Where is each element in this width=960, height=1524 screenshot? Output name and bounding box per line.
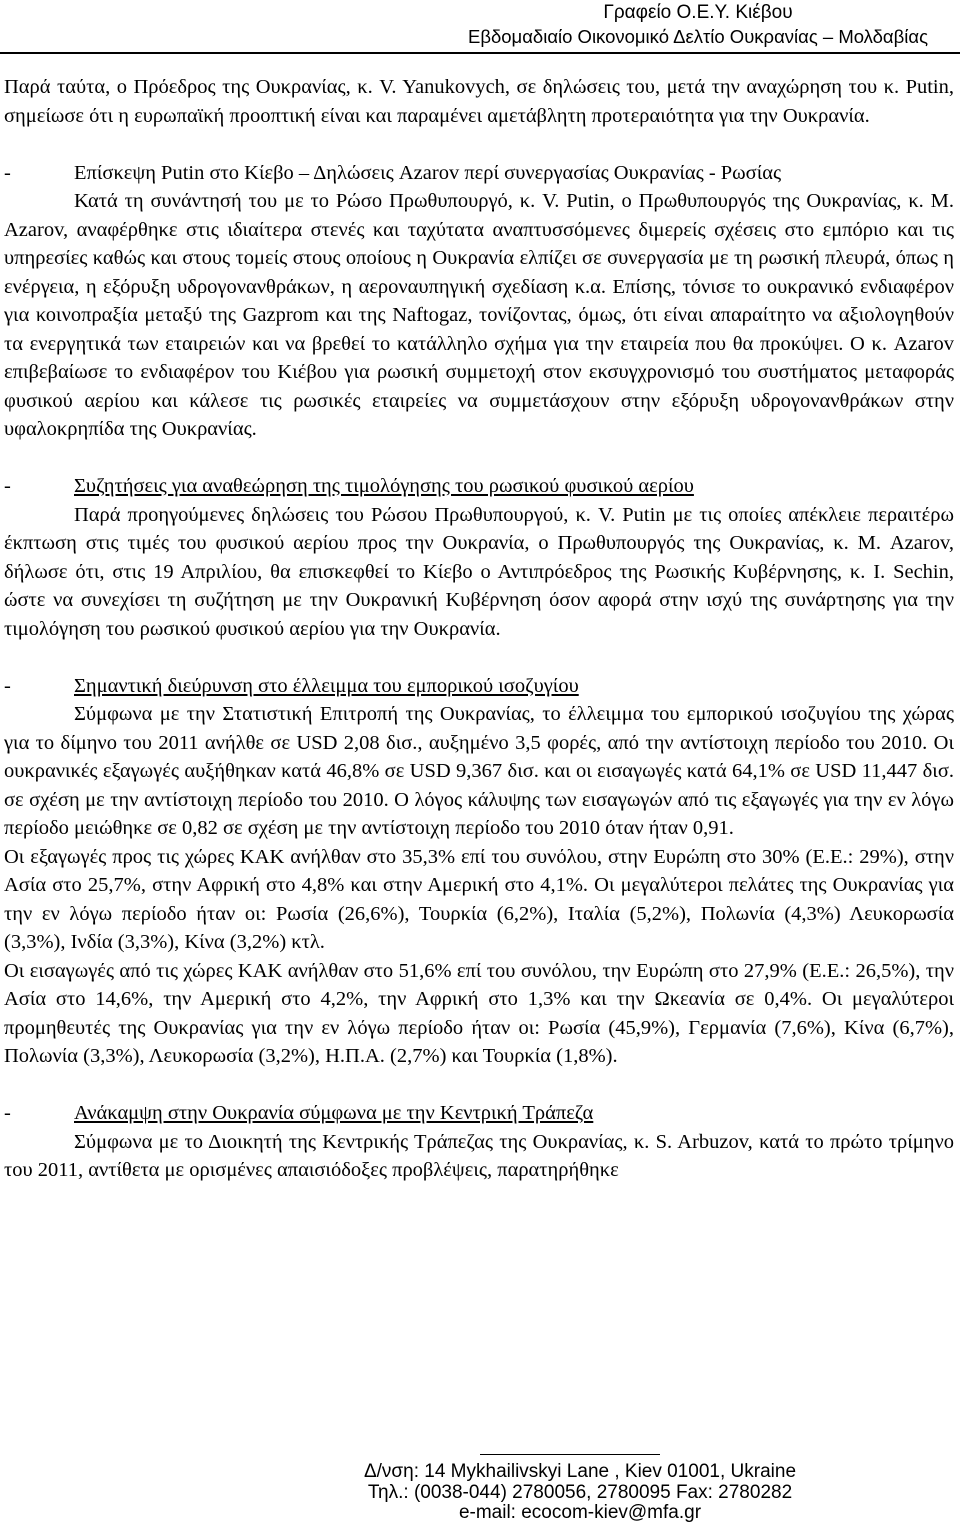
spacer (4, 1071, 954, 1100)
section-title-text: Σημαντική διεύρυνση στο έλλειμμα του εμπορικού ισοζυγίου (74, 674, 579, 697)
dash-bullet: - (4, 161, 11, 184)
bulletin-title: Εβδομαδιαίο Οικονομικό Δελτίο Ουκρανίας – Μολδαβίας (467, 26, 928, 47)
section-paragraph: Σύμφωνα με το Διοικητή της Κεντρικής Τράπεζας της Ουκρανίας, κ. S. Arbuzov, κατά το πρώτο τρίμηνο του 2011, αντίθετα με ορισμένες απαισιόδοξες προβλέψεις, παρατηρήθηκε (4, 1130, 954, 1181)
section-title (4, 1099, 954, 1128)
page-footer (300, 1462, 860, 1524)
section-paragraph: Κατά τη συνάντησή του με το Ρώσο Πρωθυπουργό, κ. V. Putin, ο Πρωθυπουργός της Ουκρανίας, κ. Μ. Azarov, αναφέρθηκε στις ιδιαίτερα στενές και ταχύτατα αναπτυσσόμενες διμερείς σχέσεις στο εμπόριο και τις υπηρεσίες καθώς και στους τομείς στους οποίους η Ουκρανία ελπίζει σε συνεργασία με τη ρωσική πλευρά, όπως η ενέργεια, η εξόρυξη υδρογονανθράκων, η αεροναυπηγική σχεδίαση κ.α. Επίσης, τόνισε το ουκρανικό ενδιαφέρον για κοινοπραξία μεταξύ της Gazprom και της Naftogaz, τονίζοντας, όμως, ότι είναι απαραίτητο να αξιολογηθούν τα ενεργητικά των εταιρειών και να βρεθεί το κατάλληλο σχήμα για την εταιρεία που θα προκύψει. Ο κ. Azarov επιβεβαίωσε το ενδιαφέρον του Κιέβου για ρωσική συμμετοχή στον εκσυγχρονισμό του συστήματος μεταφοράς φυσικού αερίου και κάλεσε τις ρωσικές εταιρείες να συμμετάσχουν στην εξόρυξη υδρογονανθράκων στην υφαλοκρηπίδα της Ουκρανίας. (4, 190, 954, 440)
dash-bullet: - (4, 1102, 11, 1124)
spacer (4, 130, 954, 159)
section-paragraph: Οι εισαγωγές από τις χώρες ΚΑΚ ανήλθαν στο 51,6% επί του συνόλου, την Ευρώπη στο 27,9% (Ε.Ε.: 26,5%), την Ασία στο 14,6%, την Αμερική στο 4,2%, την Αφρική στο 1,3% και την Ωκεανία σε 0,4%. Οι μεγαλύτεροι προμηθευτές της Ουκρανίας για την εν λόγω περίοδο ήταν οι: Ρωσία (45,9%), Γερμανία (7,6%), Κίνα (6,7%), Πολωνία (3,3%), Λευκορωσία (3,2%), Η.Π.Α. (2,7%) και Τουρκία (1,8%). (4, 959, 954, 1067)
dash-bullet: - (4, 475, 11, 497)
office-name: Γραφείο Ο.Ε.Υ. Κιέβου (603, 2, 793, 23)
section-title (4, 472, 954, 501)
section-recovery (4, 1099, 954, 1185)
footer-address: Δ/νση: 14 Mykhailivskyi Lane , Kiev 01001, Ukraine (363, 1461, 797, 1482)
intro-paragraph: Παρά ταύτα, ο Πρόεδρος της Ουκρανίας, κ. V. Yanukovych, σε δηλώσεις του, μετά την αναχώρηση του κ. Putin, σημείωσε ότι η ευρωπαϊκή προοπτική είναι και παραμένει αμετάβλητη προτεραιότητα για την Ουκρανία. (4, 76, 954, 127)
section-trade-deficit (4, 672, 954, 1071)
footer-email: e-mail: ecocom-kiev@mfa.gr (458, 1502, 702, 1523)
section-title (4, 159, 954, 188)
spacer (4, 444, 954, 473)
footer-phones: Τηλ.: (0038-044) 2780056, 2780095 Fax: 2780282 (367, 1481, 793, 1503)
section-title (4, 672, 954, 701)
spacer (4, 643, 954, 672)
page-header (448, 1, 948, 49)
section-title-text: Επίσκεψη Putin στο Κίεβο – Δηλώσεις Azarov περί συνεργασίας Ουκρανίας - Ρωσίας (74, 161, 782, 184)
dash-bullet: - (4, 674, 11, 697)
header-rule (0, 52, 960, 54)
section-paragraph: Παρά προηγούμενες δηλώσεις του Ρώσου Πρωθυπουργού, κ. V. Putin με τις οποίες απέκλειε περαιτέρω έκπτωση στις τιμές του φυσικού αερίου προς την Ουκρανία, ο Πρωθυπουργός της Ουκρανίας, κ. Μ. Azarov, δήλωσε ότι, στις 19 Απριλίου, θα επισκεφθεί το Κίεβο ο Αντιπρόεδρος της Ρωσικής Κυβέρνησης, κ. I. Sechin, ώστε να συνεχίσει τη συζήτηση με την Ουκρανική Κυβέρνηση όσον αφορά στην ισχύ της συνάρτησης για την τιμολόγηση του ρωσικού φυσικού αερίου για την Ουκρανία. (4, 503, 954, 640)
section-putin-visit (4, 159, 954, 444)
section-title-text: Συζητήσεις για αναθεώρηση της τιμολόγησης του ρωσικού φυσικού αερίου (74, 475, 694, 497)
section-title-text: Ανάκαμψη στην Ουκρανία σύμφωνα με την Κεντρική Τράπεζα (74, 1102, 594, 1124)
document-body (4, 73, 954, 1185)
footer-rule (480, 1454, 660, 1455)
section-paragraph: Οι εξαγωγές προς τις χώρες ΚΑΚ ανήλθαν στο 35,3% επί του συνόλου, στην Ευρώπη στο 30% (Ε.Ε.: 29%), στην Ασία στο 25,7%, στην Αφρική στο 4,8% και στην Αμερική στο 4,1%. Οι μεγαλύτεροι πελάτες της Ουκρανίας για την εν λόγω περίοδο ήταν οι: Ρωσία (26,6%), Τουρκία (6,2%), Ιταλία (5,2%), Πολωνία (4,3%) Λευκορωσία (3,3%), Ινδία (3,3%), Κίνα (3,2%) κτλ. (4, 845, 954, 953)
section-gas-pricing (4, 472, 954, 643)
section-paragraph: Σύμφωνα με την Στατιστική Επιτροπή της Ουκρανίας, το έλλειμμα του εμπορικού ισοζυγίου της χώρας για το δίμηνο του 2011 ανήλθε σε USD 2,08 δισ., αυξημένο 3,5 φορές, από την αντίστοιχη περίοδο του 2010. Οι ουκρανικές εξαγωγές αυξήθηκαν κατά 46,8% σε USD 9,367 δισ. και οι εισαγωγές κατά 64,1% σε USD 11,447 δισ. σε σχέση με την αντίστοιχη περίοδο του 2010. Ο λόγος κάλυψης των εισαγωγών από τις εξαγωγές για την εν λόγω περίοδο μειώθηκε σε 0,82 σε σχέση με την αντίστοιχη περίοδο του 2010 όταν ήταν 0,91. (4, 703, 954, 839)
